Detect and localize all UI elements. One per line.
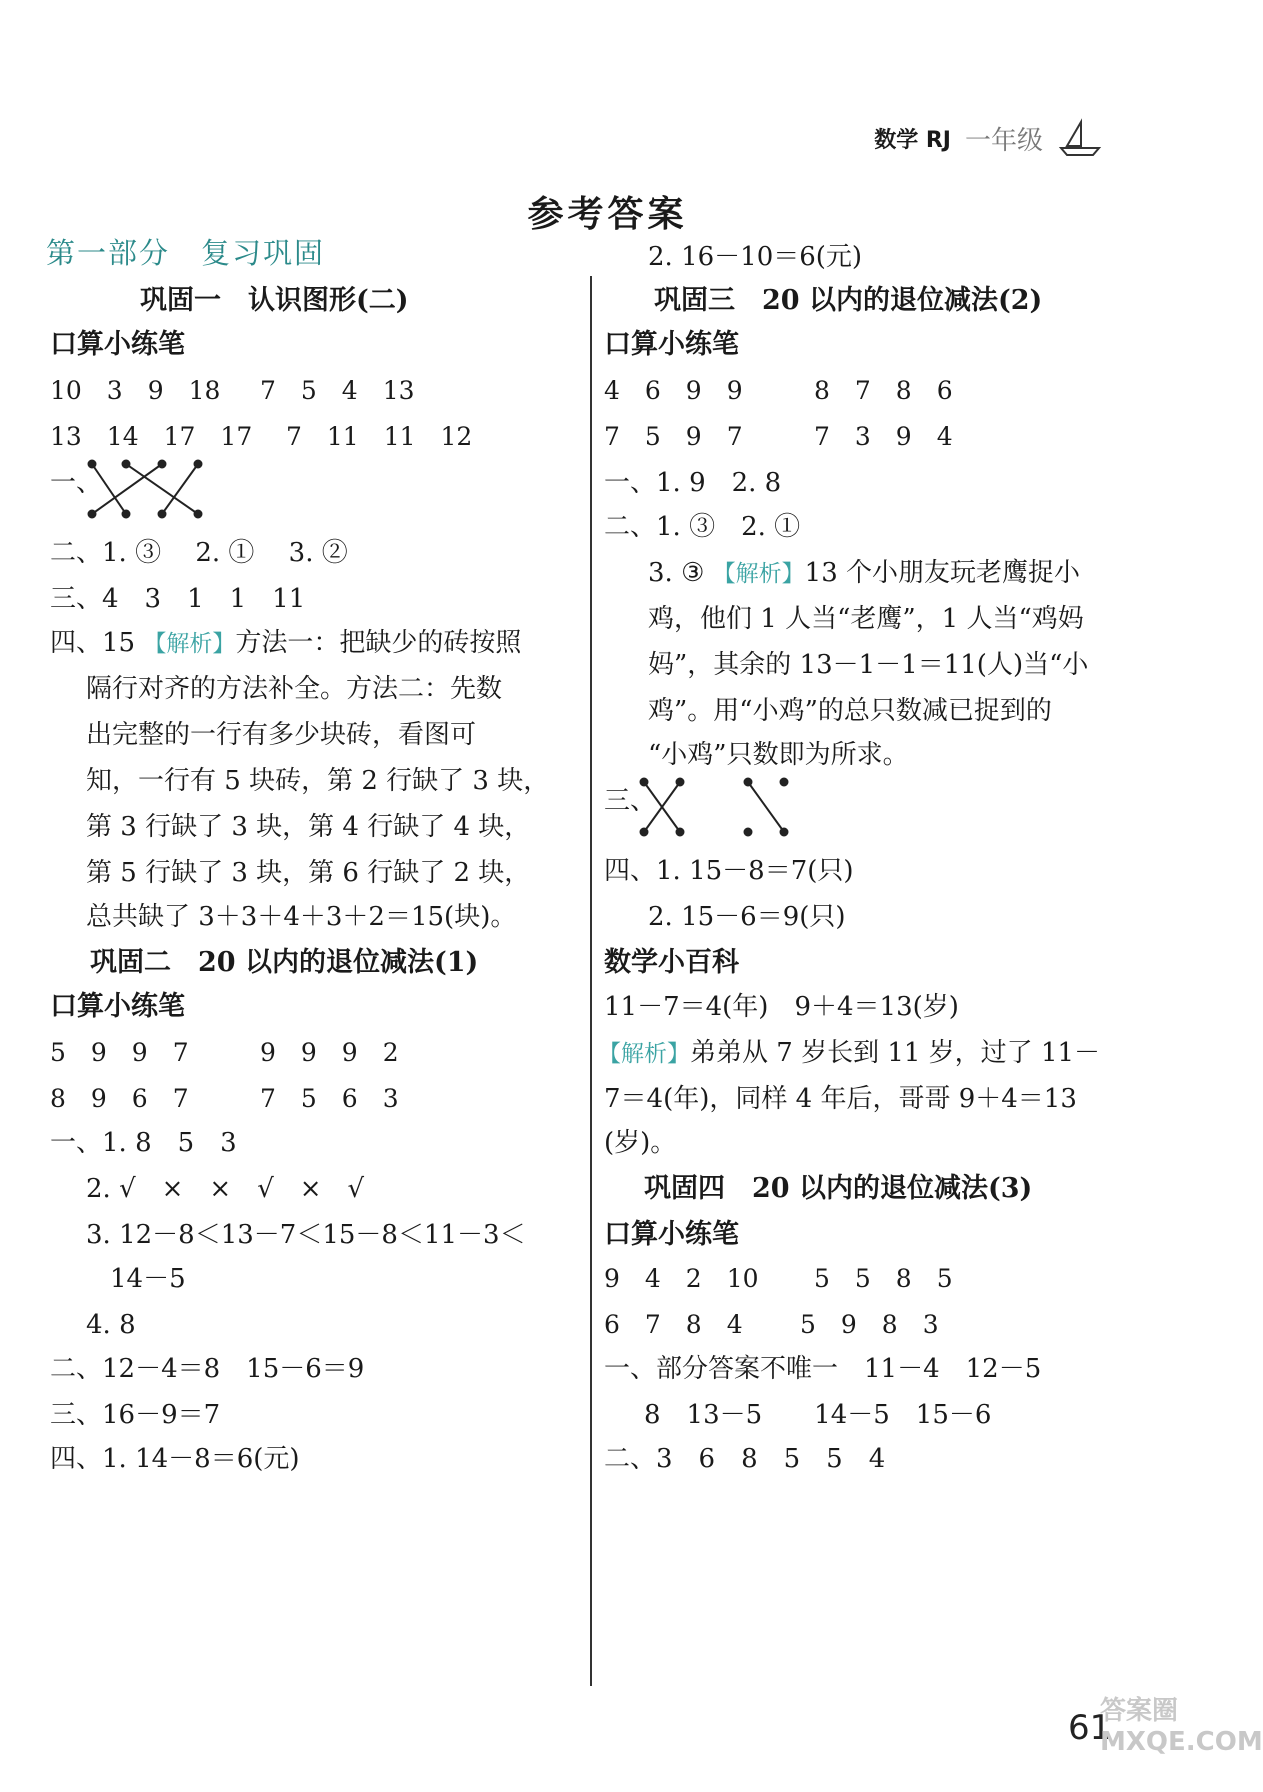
answer-row: 5 5 8 5	[814, 1264, 953, 1293]
drill-heading: 口算小练笔	[50, 329, 185, 360]
analysis-text: 知，一行有 5 块砖，第 2 行缺了 3 块，	[86, 766, 550, 796]
column-divider	[590, 276, 592, 1686]
page-header	[874, 118, 1103, 158]
answer-row: 10 3 9 18	[50, 376, 221, 405]
section-title: 巩固一 认识图形(二)	[140, 285, 409, 316]
wiki-heading: 数学小百科	[604, 947, 739, 978]
analysis-text: 7＝4(年)，同样 4 年后，哥哥 9＋4＝13	[604, 1084, 1077, 1114]
analysis-text: 妈”，其余的 13－1－1＝11(人)当“小	[648, 650, 1089, 680]
header-subject: 数学 RJ	[874, 127, 951, 153]
answer-row: 9 4 2 10	[604, 1264, 759, 1293]
analysis-text: 隔行对齐的方法补全。方法二：先数	[86, 674, 503, 704]
analysis-text: 鸡，他们 1 人当“老鹰”，1 人当“鸡妈	[648, 604, 1084, 634]
analysis-tag: 【解析】	[598, 1041, 690, 1067]
answer-row: 7 5 4 13	[260, 376, 415, 405]
answer-line: 二、12－4＝8 15－6＝9	[50, 1354, 365, 1384]
answer-row: 5 9 8 3	[800, 1310, 939, 1339]
section-title: 巩固二 20 以内的退位减法(1)	[90, 947, 479, 978]
answer-line: 四、15	[50, 628, 136, 658]
analysis-text: 第 3 行缺了 3 块，第 4 行缺了 4 块，	[86, 812, 531, 842]
page-number: 61	[1068, 1708, 1112, 1748]
analysis-tag: 【解析】	[712, 561, 805, 587]
watermark: 答案圈 MXQE.COM	[1100, 1696, 1263, 1757]
page-title: 参考答案	[527, 193, 688, 235]
answer-line: 二、1. ③ 2. ①	[604, 512, 801, 542]
analysis-tag: 【解析】	[143, 631, 236, 657]
section-title: 巩固三 20 以内的退位减法(2)	[654, 285, 1043, 316]
question-label: 三、	[604, 786, 657, 816]
section-title: 巩固四 20 以内的退位减法(3)	[644, 1173, 1033, 1204]
answer-line: 一、1. 9 2. 8	[604, 468, 782, 498]
answer-line: 11－7＝4(年) 9＋4＝13(岁)	[604, 992, 959, 1022]
header-grade: 一年级	[964, 125, 1043, 156]
analysis-text: 出完整的一行有多少块砖，看图可	[86, 720, 477, 750]
question-label: 一、	[50, 468, 103, 498]
drill-heading: 口算小练笔	[604, 329, 739, 360]
answer-row: 13 14 17 17	[50, 422, 253, 451]
analysis-text: 第 5 行缺了 3 块，第 6 行缺了 2 块，	[86, 858, 531, 888]
answer-row: 4 6 9 9	[604, 376, 743, 405]
answer-line: 三、4 3 1 1 11	[50, 584, 306, 614]
answer-row: 7 5 9 7	[604, 422, 743, 451]
answer-line: 四、1. 15－8＝7(只)	[604, 856, 854, 886]
answer-line: 一、1. 8 5 3	[50, 1128, 237, 1158]
answer-line: 3. 12－8＜13－7＜15－8＜11－3＜	[86, 1220, 526, 1250]
analysis-text: 弟弟从 7 岁长到 11 岁，过了 11－	[690, 1038, 1101, 1068]
answer-line: 一、部分答案不唯一 11－4 12－5	[604, 1354, 1042, 1384]
answer-row: 7 5 6 3	[260, 1084, 399, 1113]
answer-line: 二、1. ③ 2. ① 3. ②	[50, 538, 348, 568]
sailboat-icon	[1057, 118, 1103, 158]
answer-row: 6 7 8 4	[604, 1310, 743, 1339]
answer-row: 9 9 9 2	[260, 1038, 399, 1067]
drill-heading: 口算小练笔	[50, 991, 185, 1022]
answer-line: 2. 15－6＝9(只)	[648, 902, 846, 932]
analysis-text: 13 个小朋友玩老鹰捉小	[804, 558, 1081, 588]
answer-line: 2. √ × × √ × √	[86, 1174, 365, 1204]
answer-row: 8 7 8 6	[814, 376, 953, 405]
answer-line: 四、1. 14－8＝6(元)	[50, 1444, 300, 1474]
analysis-text: 总共缺了 3＋3＋4＋3＋2＝15(块)。	[86, 902, 517, 932]
drill-heading: 口算小练笔	[604, 1219, 739, 1250]
answer-row: 5 9 9 7	[50, 1038, 189, 1067]
answer-line: 3. ③	[648, 558, 705, 588]
analysis-text: “小鸡”只数即为所求。	[648, 740, 909, 770]
analysis-text: (岁)。	[604, 1128, 677, 1158]
answer-line: 2. 16－10＝6(元)	[648, 242, 863, 272]
analysis-text: 方法一：把缺少的砖按照	[235, 628, 522, 658]
analysis-text: 鸡”。用“小鸡”的总只数减已捉到的	[648, 696, 1052, 726]
matching-lines-figure	[638, 772, 798, 842]
answer-line: 三、16－9＝7	[50, 1400, 221, 1430]
answer-line: 14－5	[110, 1264, 186, 1294]
answer-row: 7 3 9 4	[814, 422, 953, 451]
answer-row: 8 9 6 7	[50, 1084, 189, 1113]
answer-line: 8 13－5 14－5 15－6	[644, 1400, 992, 1430]
matching-lines-figure	[86, 452, 216, 522]
answer-line: 二、3 6 8 5 5 4	[604, 1444, 886, 1474]
part-title: 第一部分 复习巩固	[46, 236, 326, 270]
answer-row: 7 11 11 12	[286, 422, 473, 451]
answer-line: 4. 8	[86, 1310, 136, 1340]
